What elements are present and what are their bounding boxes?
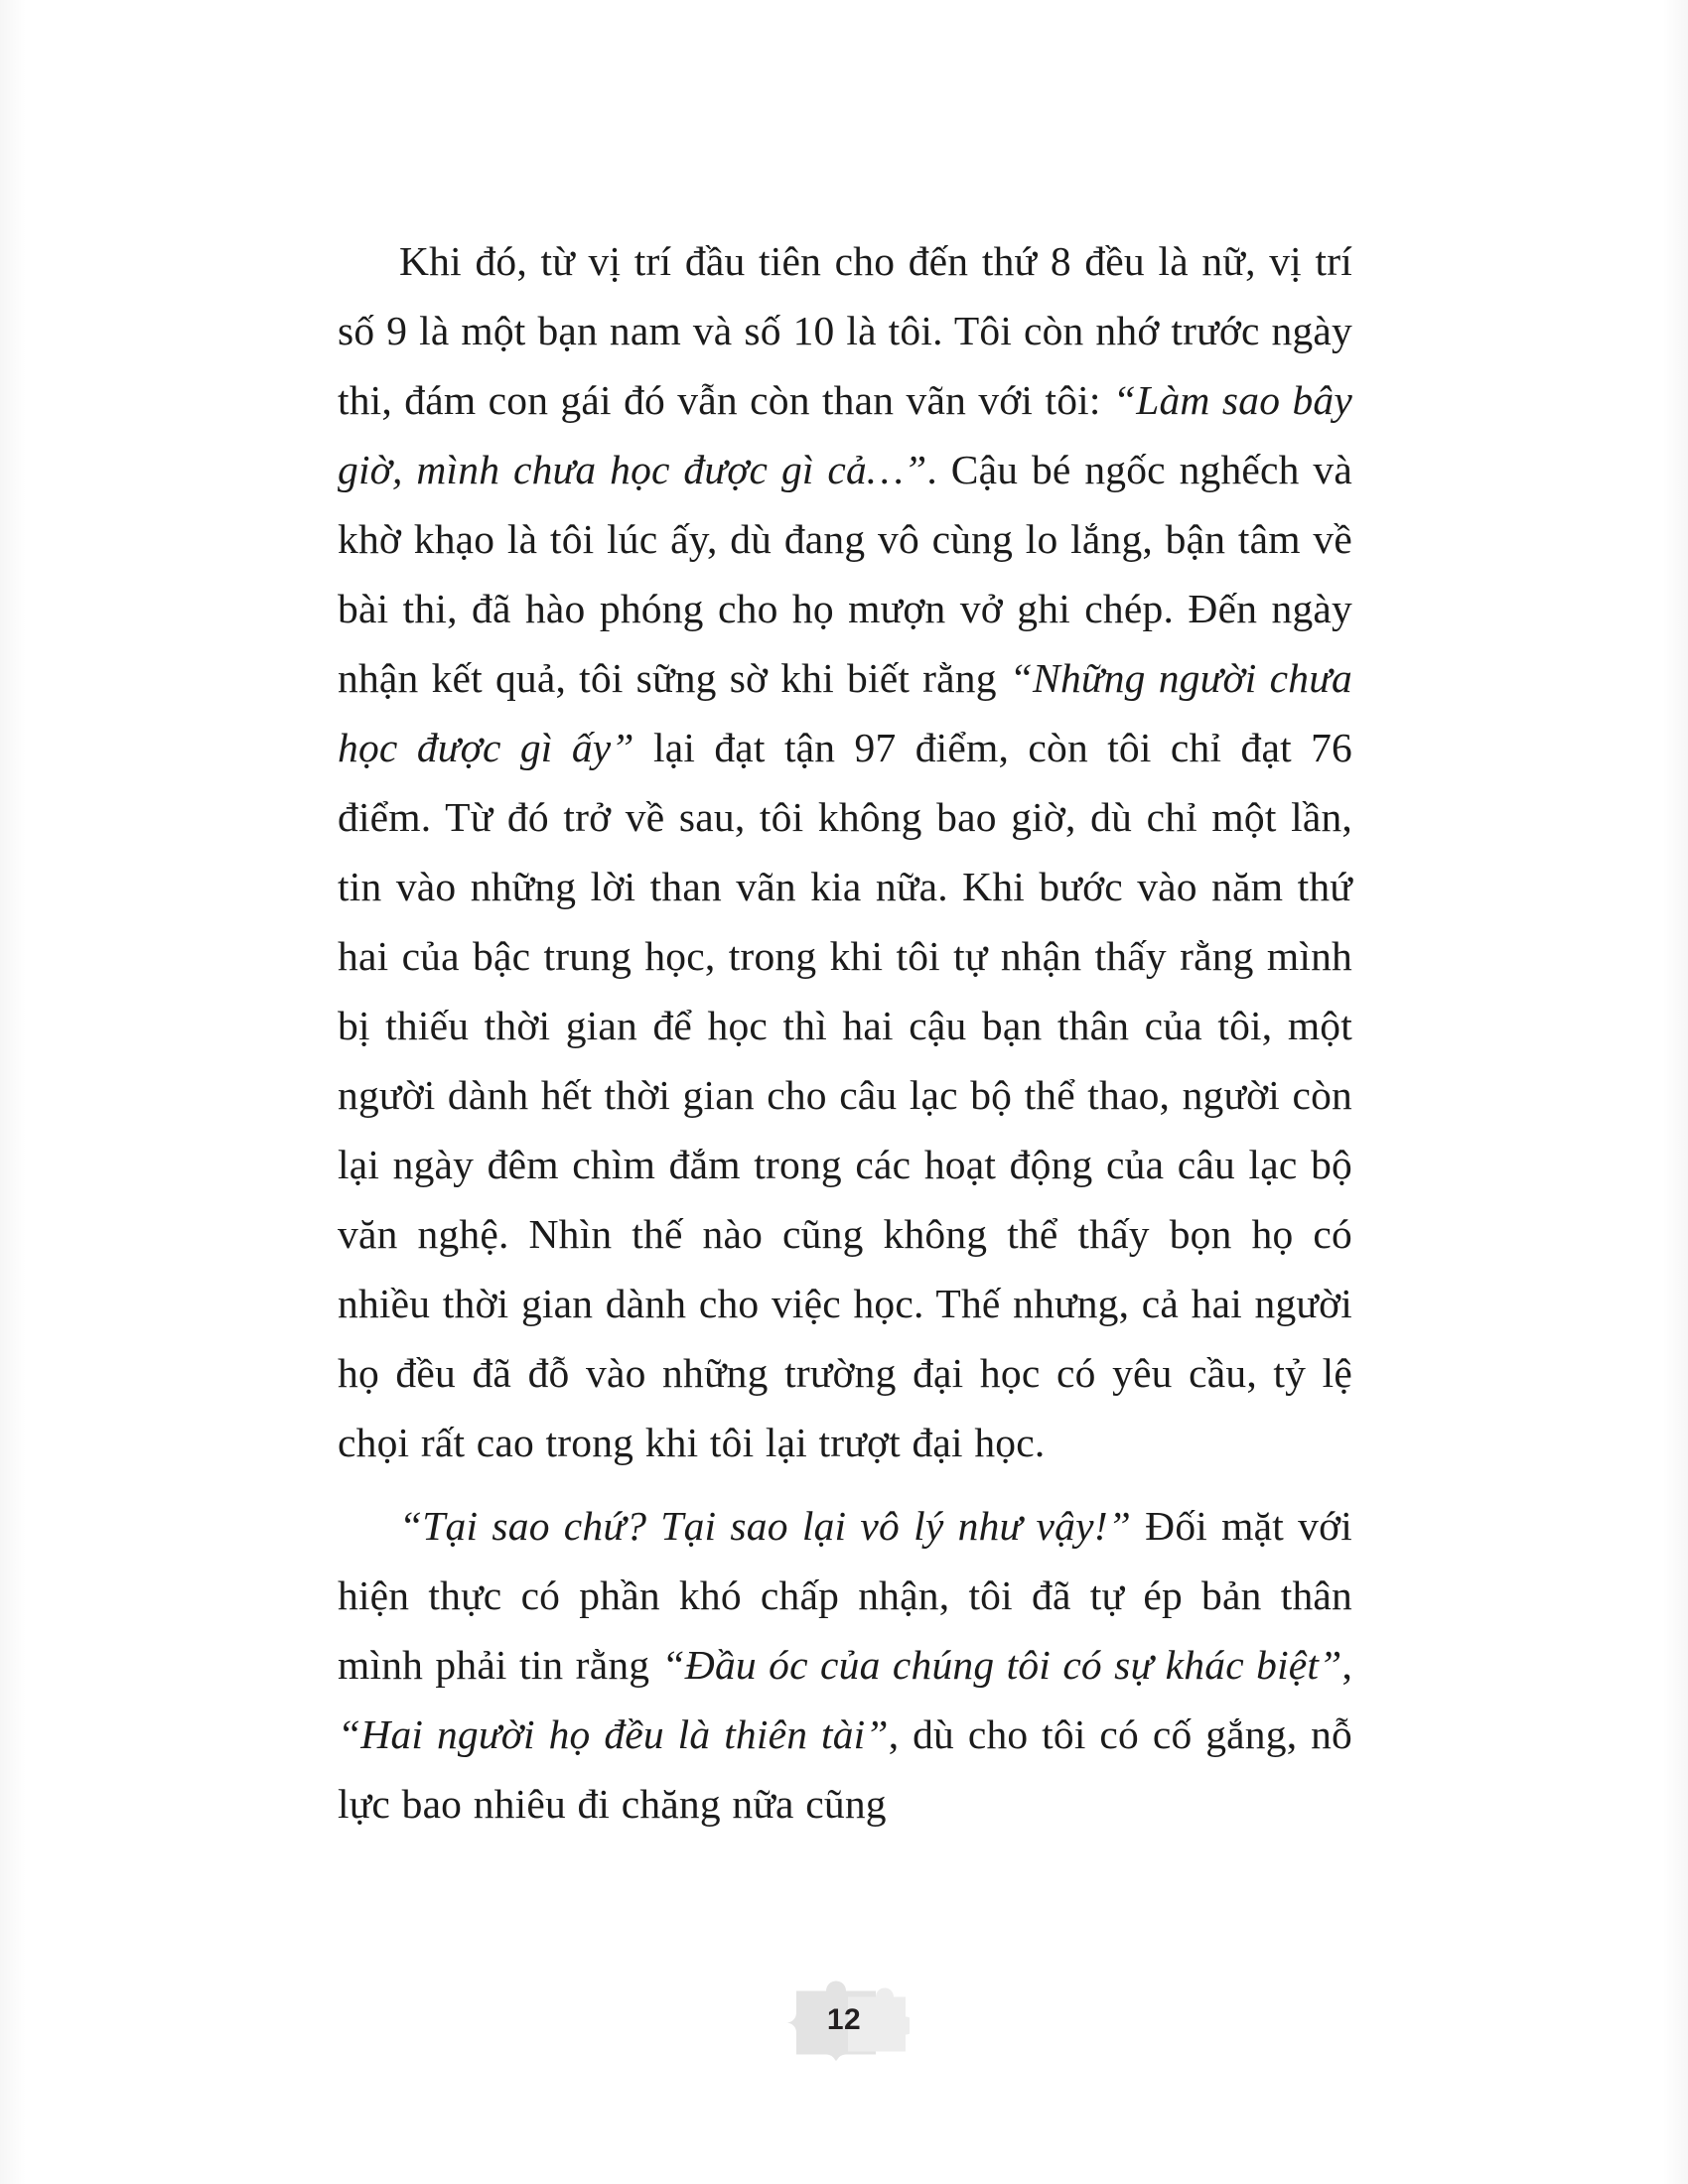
quoted-italic-text: “Làm sao bây giờ, mình chưa học được gì cả…” xyxy=(338,377,1352,492)
quoted-italic-text: “Đầu óc của chúng tôi có sự khác biệt” xyxy=(661,1642,1342,1688)
page-footer xyxy=(0,1976,1688,2065)
paragraph-1: Khi đó, từ vị trí đầu tiên cho đến thứ 8 đều là nữ, vị trí số 9 là một bạn nam và số 10 là tôi. Tôi còn nhớ trước ngày thi, đám con gái đó vẫn còn than vãn với tôi: “Làm sao bây giờ, mình chưa học được gì cả…”. Cậu bé ngốc nghếch và khờ khạo là tôi lúc ấy, dù đang vô cùng lo lắng, bận tâm về bài thi, đã hào phóng cho họ mượn vở ghi chép. Đến ngày nhận kết quả, tôi sững sờ khi biết rằng “Những người chưa học được gì ấy” lại đạt tận 97 điểm, còn tôi chỉ đạt 76 điểm. Từ đó trở về sau, tôi không bao giờ, dù chỉ một lần, tin vào những lời than vãn kia nữa. Khi bước vào năm thứ hai của bậc trung học, trong khi tôi tự nhận thấy rằng mình bị thiếu thời gian để học thì hai cậu bạn thân của tôi, một người dành hết thời gian cho câu lạc bộ thể thao, người còn lại ngày đêm chìm đắm trong các hoạt động của câu lạc bộ văn nghệ. Nhìn thế nào cũng không thể thấy bọn họ có nhiều thời gian dành cho việc học. Thế nhưng, cả hai người họ đều đã đỗ vào những trường đại học có yêu cầu, tỷ lệ chọi rất cao trong khi tôi lại trượt đại học. xyxy=(338,238,1352,1465)
page-right-edge-shading xyxy=(1662,0,1688,2184)
page-left-edge-shading xyxy=(0,0,26,2184)
quoted-italic-text: “Những người chưa học được gì ấy” xyxy=(338,655,1352,770)
quoted-italic-text: “Hai người họ đều là thiên tài” xyxy=(338,1711,889,1757)
quoted-italic-text: “Tại sao chứ? Tại sao lại vô lý như vậy!” xyxy=(399,1503,1132,1549)
page-number: 12 xyxy=(826,2003,862,2036)
page-text-body xyxy=(338,226,1352,1839)
paragraph-2: “Tại sao chứ? Tại sao lại vô lý như vậy!” Đối mặt với hiện thực có phần khó chấp nhận, tôi đã tự ép bản thân mình phải tin rằng “Đầu óc của chúng tôi có sự khác biệt”, “Hai người họ đều là thiên tài”, dù cho tôi có cố gắng, nỗ lực bao nhiêu đi chăng nữa cũng xyxy=(338,1503,1353,1827)
